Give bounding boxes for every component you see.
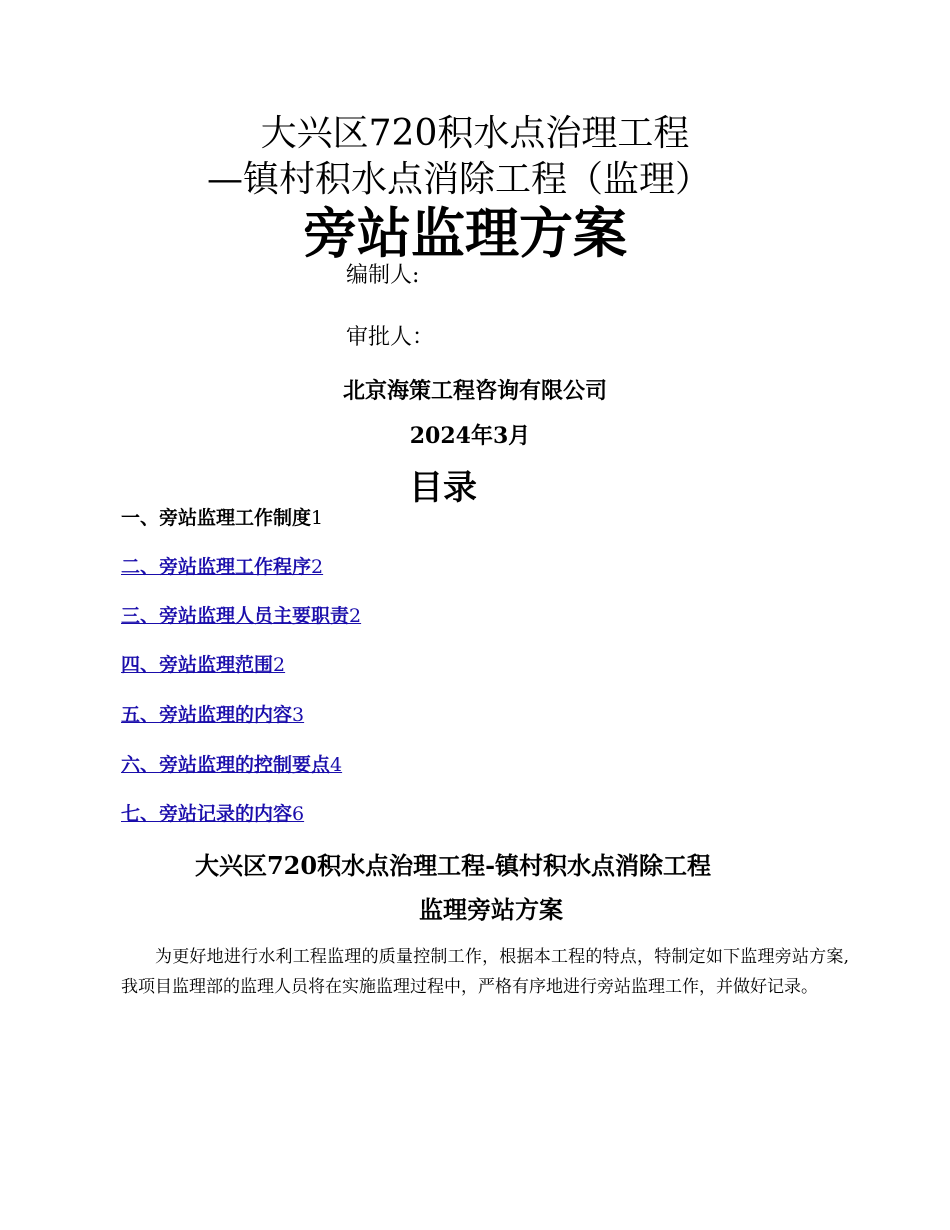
toc-title: 目录	[409, 468, 477, 508]
toc-item-page: 6	[292, 803, 305, 825]
toc-link-2[interactable]	[121, 554, 323, 580]
toc-item-page: 3	[292, 704, 305, 726]
compiler-label: 编制人:	[346, 263, 420, 288]
toc-link-3[interactable]	[121, 603, 361, 629]
toc-item-label: 三、旁站监理人员主要职责	[121, 605, 350, 627]
toc-link-7[interactable]	[121, 801, 304, 827]
toc-item-page: 2	[311, 556, 324, 578]
toc-item-1	[121, 505, 323, 531]
toc-item-page: 1	[311, 507, 324, 529]
body-title-line2: 监理旁站方案	[419, 895, 563, 924]
toc-item-label: 六、旁站监理的控制要点	[121, 754, 331, 776]
body-title-line1: 大兴区720积水点治理工程-镇村积水点消除工程	[194, 851, 712, 880]
toc-item-label: 一、旁站监理工作制度	[121, 507, 312, 529]
intro-paragraph: 为更好地进行水利工程监理的质量控制工作，根据本工程的特点，特制定如下监理旁站方案,我项目监理部的监理人员将在实施监理过程中，严格有序地进行旁站监理工作，并做好记录。	[121, 947, 849, 997]
company-name: 北京海策工程咨询有限公司	[342, 378, 607, 404]
toc-item-page: 4	[330, 754, 343, 776]
toc-item-label: 七、旁站记录的内容	[121, 803, 293, 825]
cover-title-line2: —镇村积水点消除工程（监理）	[206, 159, 711, 200]
toc-item-page: 2	[349, 605, 362, 627]
toc-link-4[interactable]	[121, 652, 285, 678]
cover-main-title: 旁站监理方案	[303, 201, 627, 265]
toc-item-label: 四、旁站监理范围	[121, 654, 274, 676]
toc-item-label: 二、旁站监理工作程序	[121, 556, 312, 578]
toc-link-5[interactable]	[121, 702, 304, 728]
toc-item-page: 2	[273, 654, 286, 676]
toc-item-label: 五、旁站监理的内容	[121, 704, 293, 726]
document-date: 2024年3月	[409, 423, 531, 449]
toc-link-6[interactable]	[121, 752, 342, 778]
approver-label: 审批人：	[346, 325, 435, 350]
cover-title-line1: 大兴区720积水点治理工程	[260, 113, 690, 154]
